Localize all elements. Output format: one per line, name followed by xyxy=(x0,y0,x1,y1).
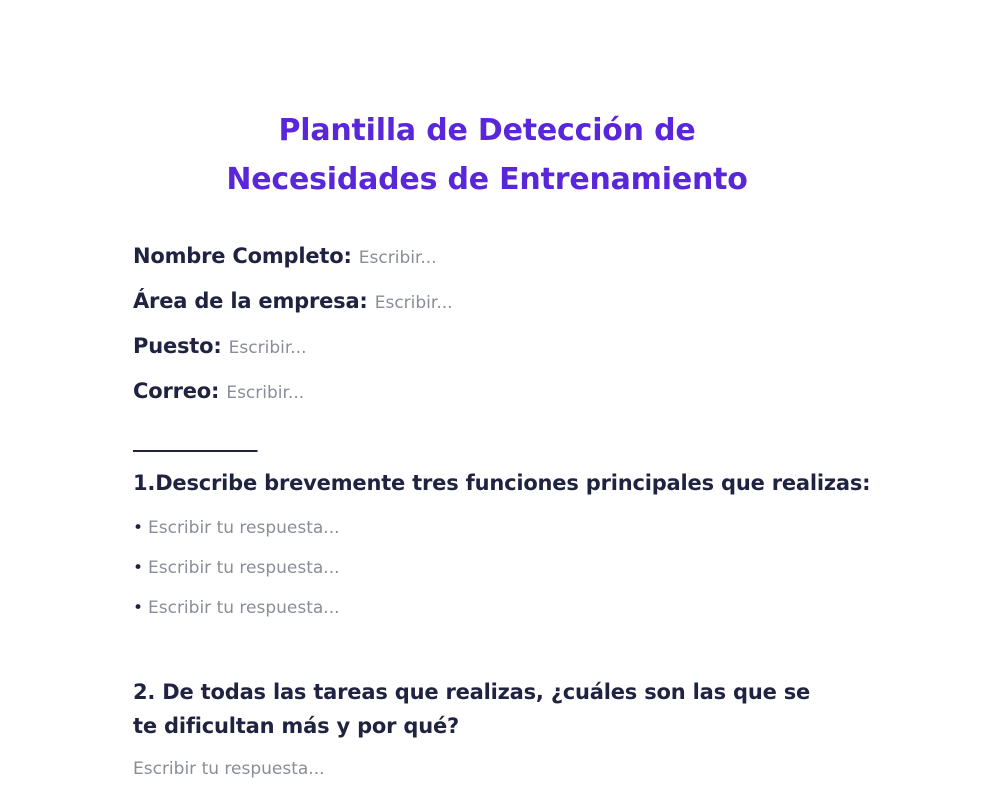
company-area-row xyxy=(133,286,555,318)
position-input[interactable] xyxy=(227,338,409,358)
bullet-icon: • xyxy=(133,598,144,618)
bullet-icon: • xyxy=(133,518,144,538)
question-2: 2. De todas las tareas que realizas, ¿cuáles son las que se te dificultan más y por qué? xyxy=(133,680,811,738)
difficulties-answer-input[interactable] xyxy=(133,759,393,779)
company-area-input[interactable] xyxy=(373,293,555,313)
company-area-label: Área de la empresa: xyxy=(133,289,368,313)
question-1: 1.Describe brevemente tres funciones principales que realizas: xyxy=(133,471,871,495)
function-answer-input-2[interactable] xyxy=(148,558,408,578)
email-label: Correo: xyxy=(133,379,220,403)
list-item xyxy=(133,516,408,540)
email-row xyxy=(133,376,406,408)
question-2-answer-row xyxy=(133,759,393,779)
function-answer-input-1[interactable] xyxy=(148,518,408,538)
bullet-icon: • xyxy=(133,558,144,578)
position-label: Puesto: xyxy=(133,334,222,358)
full-name-input[interactable] xyxy=(357,248,539,268)
section-divider: _____________ xyxy=(133,428,257,452)
page-title xyxy=(133,106,841,204)
list-item xyxy=(133,556,408,580)
email-input[interactable] xyxy=(224,383,406,403)
title-line-2: Necesidades de Entrenamiento xyxy=(226,162,748,197)
position-row xyxy=(133,331,409,363)
full-name-row xyxy=(133,241,539,273)
function-answer-input-3[interactable] xyxy=(148,598,408,618)
full-name-label: Nombre Completo: xyxy=(133,244,352,268)
title-line-1: Plantilla de Detección de xyxy=(278,113,696,148)
list-item xyxy=(133,596,408,620)
